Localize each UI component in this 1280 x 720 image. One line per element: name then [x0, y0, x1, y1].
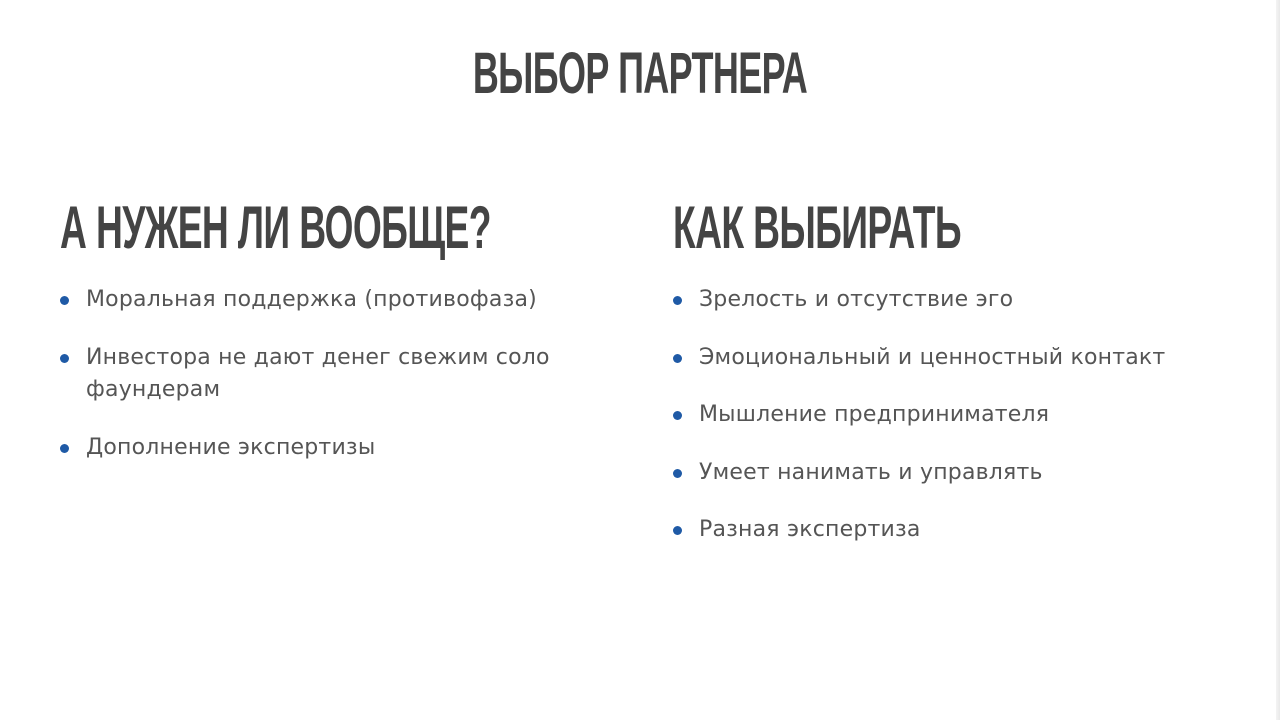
list-item-text: Мышление предпринимателя [699, 402, 1050, 427]
list-item-text: Дополнение экспертизы [86, 435, 376, 460]
list-item [60, 342, 620, 406]
bullet-icon [673, 526, 682, 535]
list-item [673, 457, 1253, 489]
bullet-icon [673, 411, 682, 420]
left-column [60, 190, 620, 490]
bullet-icon [673, 296, 682, 305]
slide-title: ВЫБОР ПАРТНЕРА [472, 41, 808, 106]
left-column-heading: А НУЖЕН ЛИ ВООБЩЕ? [60, 194, 491, 261]
slide-edge-shadow [1276, 0, 1280, 720]
list-item [673, 284, 1253, 316]
bullet-icon [60, 296, 69, 305]
bullet-icon [60, 444, 69, 453]
list-item [60, 284, 620, 316]
list-item-text: Умеет нанимать и управлять [699, 459, 1043, 485]
list-item [673, 514, 1253, 546]
list-item-text: Зрелость и отсутствие эго [699, 287, 1014, 312]
list-item-text: Моральная поддержка (противофаза) [86, 287, 537, 312]
right-column [673, 190, 1253, 572]
left-bullet-list [60, 284, 620, 464]
right-column-heading: КАК ВЫБИРАТЬ [673, 194, 961, 261]
bullet-icon [673, 354, 682, 363]
list-item [60, 432, 620, 464]
right-bullet-list [673, 284, 1253, 546]
list-item-text: Эмоциональный и ценностный контакт [699, 344, 1166, 370]
list-item [673, 342, 1253, 374]
bullet-icon [673, 469, 682, 478]
list-item [673, 399, 1253, 431]
bullet-icon [60, 354, 69, 363]
list-item-text: Инвестора не дают денег свежим соло фаундерам [86, 345, 550, 402]
list-item-text: Разная экспертиза [699, 517, 921, 542]
